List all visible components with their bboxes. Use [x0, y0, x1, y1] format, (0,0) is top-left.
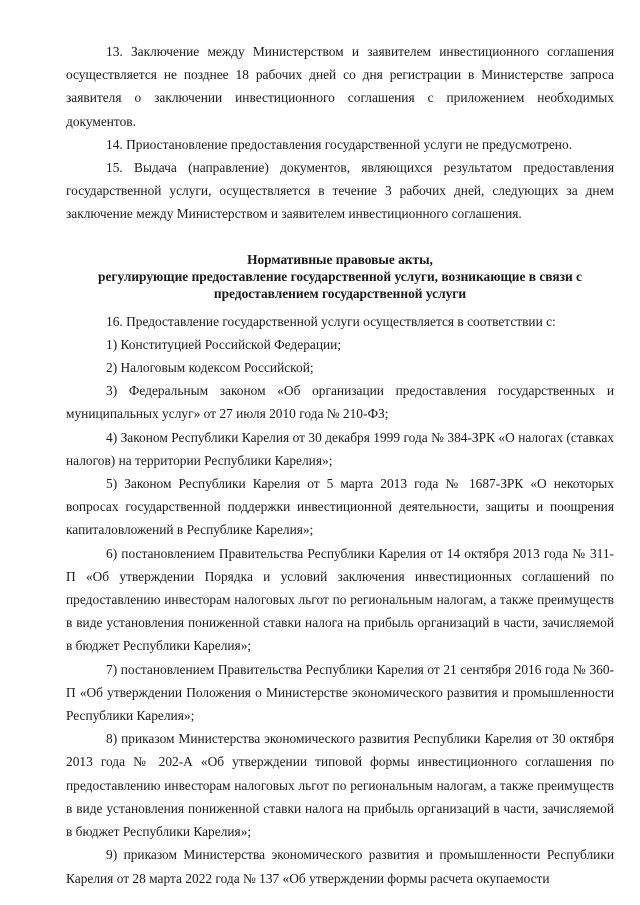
list-item-1: 1) Конституцией Российской Федерации; [106, 336, 342, 352]
paragraph-15: 15. Выдача (направление) документов, являющихся результатом предоставления государственной услуги, осуществляется в течение 3 рабочих дней, следующих за днем заключение между Министерством и заявителем инвестиционного соглашения. [66, 160, 614, 222]
section-heading [66, 251, 614, 302]
list-item-3: 3) Федеральным законом «Об организации предоставления государственных и муниципальных услуг» от 27 июля 2010 года № 210-ФЗ; [66, 383, 614, 422]
list-item-6: 6) постановлением Правительства Республики Карелия от 14 октября 2013 года № 311-П «Об утверждении Порядка и условий заключения инвестиционных соглашений по предоставлению инвесторам налоговых льгот по региональным налогам, а также преимуществ в виде установления пониженной ставки налога на прибыль организаций в части, зачисляемой в бюджет Республики Карелия»; [66, 545, 614, 654]
spacer [66, 302, 614, 310]
heading-line-3: предоставлением государственной услуги [213, 285, 467, 301]
list-item-8: 8) приказом Министерства экономического развития Республики Карелия от 30 октября 2013 года № 202-А «Об утверждении типовой формы инвестиционного соглашения по предоставлению инвесторам налоговых льгот по региональным налогам, а также преимуществ в виде установления пониженной ставки налога на прибыль организаций в части, зачисляемой в бюджет Республики Карелия»; [66, 731, 614, 840]
paragraph-13: 13. Заключение между Министерством и заявителем инвестиционного соглашения осуществляется не позднее 18 рабочих дней со дня регистрации в Министерстве запроса заявителя о заключении инвестиционного соглашения с приложением необходимых документов. [66, 44, 614, 129]
heading-line-1: Нормативные правовые акты, [247, 251, 433, 267]
document-body [66, 40, 614, 890]
heading-line-2: регулирующие предоставление государственной услуги, возникающие в связи с [98, 268, 582, 284]
spacer [66, 226, 614, 251]
list-item-4: 4) Законом Республики Карелия от 30 декабря 1999 года № 384-ЗРК «О налогах (ставках налогов) на территории Республики Карелия»; [66, 429, 614, 468]
list-item-9: 9) приказом Министерства экономического развития и промышленности Республики Карелия от 28 марта 2022 года № 137 «Об утверждении формы расчета окупаемости [66, 847, 614, 886]
list-item-2: 2) Налоговым кодексом Российской; [106, 360, 314, 376]
list-item-7: 7) постановлением Правительства Республики Карелия от 21 сентября 2016 года № 360-П «Об утверждении Положения о Министерстве экономического развития и промышленности Республики Карелия»; [66, 661, 614, 724]
paragraph-14: 14. Приостановление предоставления государственной услуги не предусмотрено. [106, 136, 572, 152]
paragraph-16: 16. Предоставление государственной услуги осуществляется в соответствии с: [106, 313, 556, 329]
list-item-5: 5) Законом Республики Карелия от 5 марта 2013 года № 1687-ЗРК «О некоторых вопросах государственной поддержки инвестиционной деятельности, защиты и поощрения капиталовложений в Республике Карелия»; [66, 476, 614, 538]
